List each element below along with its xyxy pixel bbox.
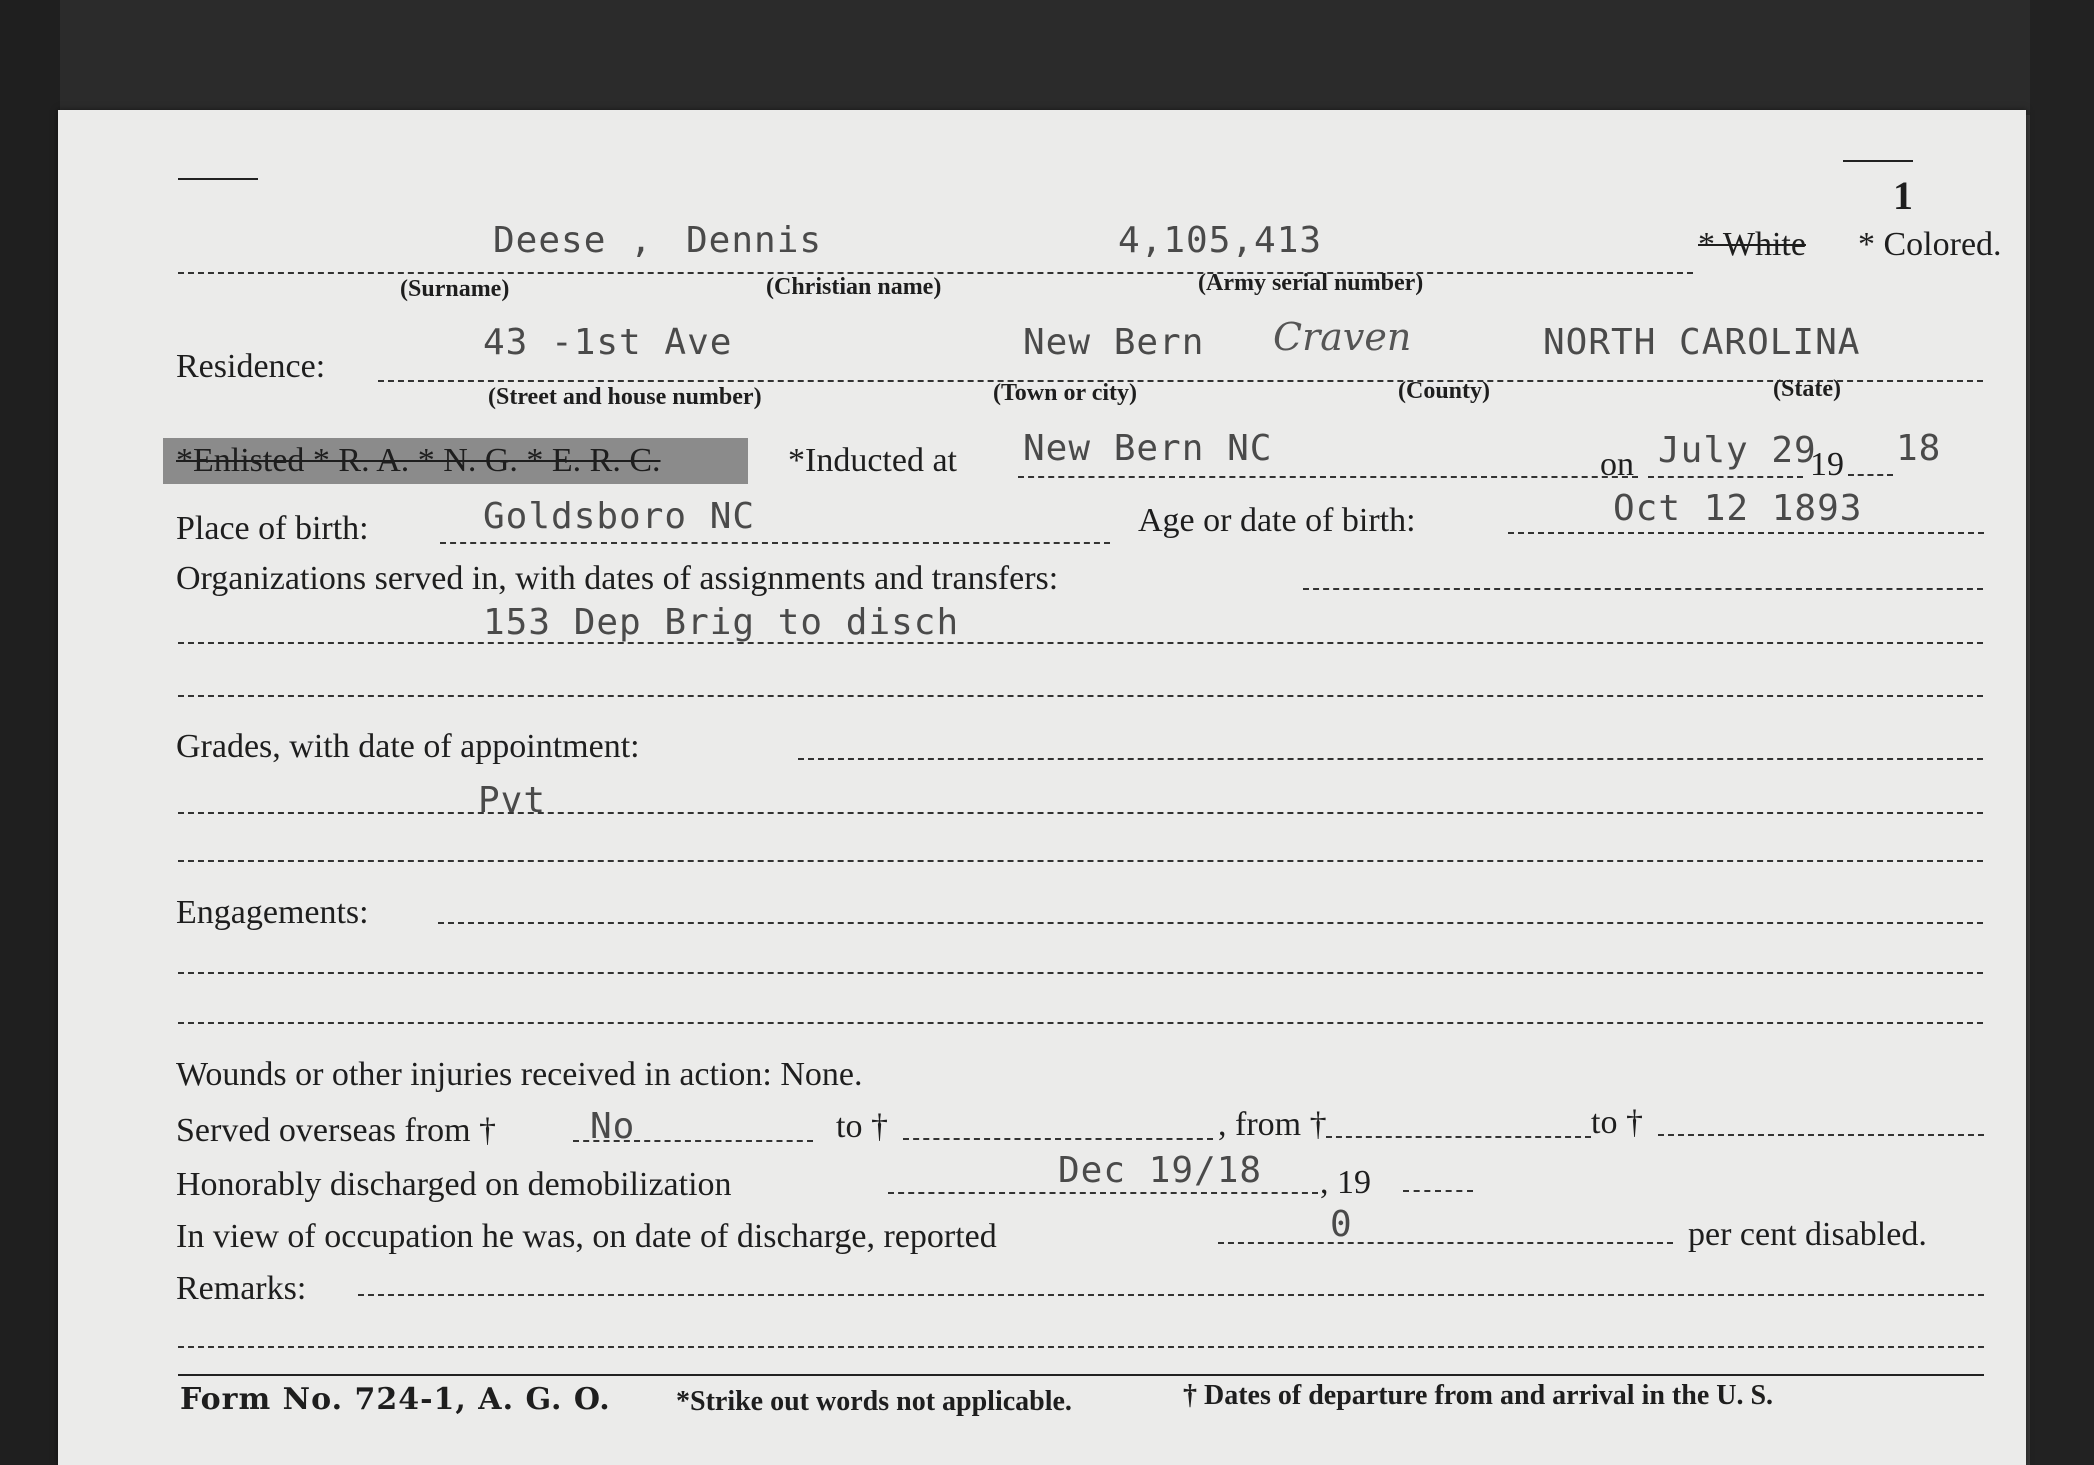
form-number: Form No. 724-1, A. G. O. — [180, 1382, 611, 1417]
top-right-rule — [1843, 160, 1913, 162]
remarks-line-2 — [178, 1346, 1984, 1348]
scan-background-right — [2030, 0, 2094, 1465]
induction-year-line — [1848, 474, 1893, 476]
caption-state: (State) — [1773, 376, 1841, 402]
organizations-line-3 — [178, 695, 1983, 697]
organizations-line-2 — [178, 642, 1983, 644]
overseas-label: Served overseas from † — [176, 1112, 497, 1149]
engagements-line-3 — [178, 1022, 1983, 1024]
grades-line-2 — [178, 812, 1983, 814]
caption-town: (Town or city) — [993, 380, 1137, 406]
grades-label: Grades, with date of appointment: — [176, 728, 640, 765]
overseas-from2-line — [1326, 1136, 1591, 1138]
induction-year-value: 18 — [1896, 428, 1942, 469]
disability-line — [1218, 1242, 1673, 1244]
christian-name-value: Dennis — [686, 220, 823, 261]
disability-value: 0 — [1330, 1204, 1353, 1245]
engagements-line-2 — [178, 972, 1983, 974]
discharge-date-value: Dec 19/18 — [1058, 1150, 1263, 1191]
birthdate-label: Age or date of birth: — [1138, 502, 1416, 539]
organizations-line-1 — [1303, 588, 1983, 590]
overseas-to-line — [903, 1138, 1213, 1140]
overseas-from-line — [573, 1140, 813, 1142]
state-value: NORTH CAROLINA — [1543, 322, 1861, 363]
enlistment-type-options — [176, 442, 661, 480]
residence-label: Residence: — [176, 348, 326, 385]
engagements-label: Engagements: — [176, 894, 369, 931]
organizations-value: 153 Dep Brig to disch — [483, 602, 960, 643]
induction-date-line — [1648, 476, 1803, 478]
caption-county: (County) — [1398, 378, 1491, 404]
race-white-option — [1698, 226, 1806, 264]
engagements-line-1 — [438, 922, 1983, 924]
scan-background-top — [0, 0, 2094, 115]
race-colored-option: * Colored. — [1858, 226, 2002, 263]
scan-background-left — [0, 0, 60, 1465]
birthdate-value: Oct 12 1893 — [1613, 488, 1863, 529]
town-value: New Bern — [1023, 322, 1205, 363]
disability-label: In view of occupation he was, on date of discharge, reported — [176, 1218, 997, 1255]
footnote-dates: † Dates of departure from and arrival in the U. S. — [1183, 1380, 1774, 1411]
caption-street: (Street and house number) — [488, 384, 762, 410]
name-separator: , — [630, 220, 653, 261]
page-number: 1 — [1893, 173, 1913, 218]
birthplace-line — [440, 542, 1110, 544]
street-value: 43 -1st Ave — [483, 322, 733, 363]
top-left-rule — [178, 178, 258, 180]
discharge-line — [888, 1192, 1318, 1194]
residence-line — [378, 380, 1983, 382]
overseas-from2-label: , from † — [1218, 1106, 1327, 1143]
discharge-label: Honorably discharged on demobilization — [176, 1166, 732, 1203]
inducted-place-value: New Bern NC — [1023, 428, 1273, 469]
remarks-line-1 — [358, 1294, 1984, 1296]
surname-value: Deese — [493, 220, 607, 261]
caption-serial: (Army serial number) — [1198, 270, 1424, 296]
wounds-label: Wounds or other injuries received in action: None. — [176, 1056, 863, 1093]
remarks-label: Remarks: — [176, 1270, 307, 1307]
county-value: Craven — [1273, 315, 1412, 359]
inducted-line — [1018, 476, 1638, 478]
caption-christian-name: (Christian name) — [766, 274, 942, 300]
organizations-label: Organizations served in, with dates of assignments and transfers: — [176, 560, 1059, 597]
grades-line-1 — [798, 758, 1983, 760]
birthplace-label: Place of birth: — [176, 510, 369, 547]
birthdate-line — [1508, 532, 1984, 534]
overseas-to2-label: to † — [1591, 1104, 1643, 1141]
grades-line-3 — [178, 860, 1983, 862]
service-record-card — [58, 110, 2026, 1465]
induction-date-value: July 29 — [1658, 430, 1817, 471]
inducted-at-label: *Inducted at — [788, 442, 957, 479]
overseas-value: No — [590, 1106, 636, 1147]
caption-surname: (Surname) — [400, 276, 510, 302]
disability-suffix: per cent disabled. — [1688, 1216, 1927, 1253]
birthplace-value: Goldsboro NC — [483, 496, 756, 537]
year-prefix: 19 — [1810, 446, 1844, 483]
overseas-to2-line — [1658, 1134, 1984, 1136]
footnote-strike: *Strike out words not applicable. — [676, 1386, 1072, 1417]
enlistment-type-text: *Enlisted * R. A. * N. G. * E. R. C. — [176, 442, 661, 479]
discharge-year-line — [1403, 1190, 1473, 1192]
race-white-text: * White — [1698, 226, 1806, 263]
overseas-to-label: to † — [836, 1108, 888, 1145]
on-label: on — [1600, 446, 1634, 483]
grades-value: Pvt — [478, 780, 547, 821]
serial-number-value: 4,105,413 — [1118, 220, 1323, 261]
footer-rule — [178, 1374, 1984, 1376]
discharge-year-prefix: , 19 — [1320, 1164, 1371, 1201]
